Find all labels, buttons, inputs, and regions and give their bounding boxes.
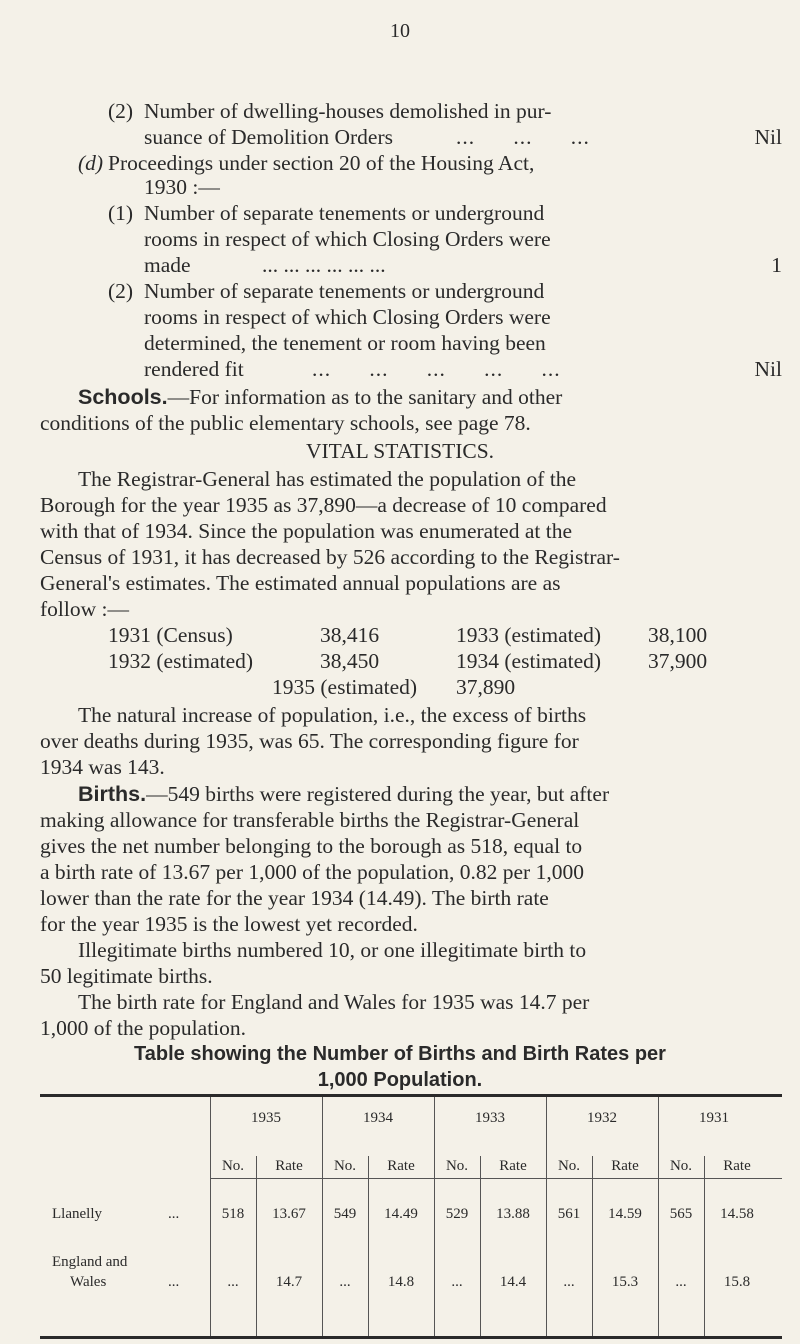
table-column-rule (704, 1156, 705, 1336)
item-text: 1930 :— (144, 175, 220, 199)
item-label: (1) (108, 201, 134, 225)
table-cell-no: ... (227, 1274, 239, 1290)
paragraph-line: over deaths during 1935, was 65. The corresponding figure for (40, 729, 579, 753)
table-cell-rate: 14.8 (387, 1274, 415, 1290)
table-cell-rate: 14.58 (720, 1206, 754, 1222)
leader-dots: ... (168, 1206, 180, 1222)
item-label: (2) (108, 99, 134, 123)
item-text: Number of separate tenements or underground (144, 279, 545, 303)
paragraph-line: follow :— (40, 597, 129, 621)
table-column-rule (480, 1156, 481, 1336)
table-year-header: 1931 (699, 1110, 729, 1126)
table-cell-rate: 14.49 (384, 1206, 418, 1222)
paragraph-line: The Registrar-General has estimated the population of the (78, 467, 577, 491)
item-text: rooms in respect of which Closing Orders were (144, 305, 551, 329)
table-cell-no: ... (563, 1274, 575, 1290)
table-cell-no: 561 (557, 1206, 581, 1222)
table-cell-rate: 14.59 (608, 1206, 642, 1222)
section-heading: VITAL STATISTICS. (305, 439, 495, 463)
table-cell-no: ... (451, 1274, 463, 1290)
leader-dots: ... ... ... ... ... (312, 357, 561, 381)
pop-value: 38,416 (320, 623, 380, 647)
pop-year: 1935 (estimated) (272, 675, 418, 699)
table-subheader-no: No. (445, 1158, 469, 1174)
table-column-rule (368, 1156, 369, 1336)
table-subheader-no: No. (333, 1158, 357, 1174)
schools-text: —For information as to the sanitary and other (167, 385, 563, 409)
table-year-header: 1933 (475, 1110, 505, 1126)
table-cell-no: 518 (221, 1206, 245, 1222)
table-subheader-rate: Rate (723, 1158, 751, 1174)
table-subheader-rule (210, 1178, 782, 1179)
table-row-label: Wales (70, 1274, 107, 1290)
schools-text: conditions of the public elementary schools, see page 78. (40, 411, 531, 435)
pop-year: 1932 (estimated) (108, 649, 254, 673)
table-row-label: England and (52, 1254, 128, 1270)
paragraph-line: General's estimates. The estimated annual populations are as (40, 571, 561, 595)
item-value: Nil (754, 357, 782, 381)
table-subheader-no: No. (669, 1158, 693, 1174)
pop-value: 38,450 (320, 649, 380, 673)
paragraph-line: gives the net number belonging to the borough as 518, equal to (40, 834, 583, 858)
table-subheader-rate: Rate (275, 1158, 303, 1174)
schools-paragraph (78, 384, 562, 410)
table-cell-rate: 13.67 (272, 1206, 306, 1222)
pop-value: 38,100 (648, 623, 708, 647)
paragraph-line: The birth rate for England and Wales for 1935 was 14.7 per (78, 990, 590, 1014)
pop-year: 1933 (estimated) (456, 623, 602, 647)
item-text: determined, the tenement or room having been (144, 331, 546, 355)
table-year-header: 1935 (251, 1110, 281, 1126)
table-year-header: 1934 (363, 1110, 393, 1126)
paragraph-line: lower than the rate for the year 1934 (14.49). The birth rate (40, 886, 549, 910)
paragraph-line: 1,000 of the population. (40, 1016, 247, 1040)
table-column-rule (592, 1156, 593, 1336)
item-text: made (144, 253, 191, 277)
item-text: suance of Demolition Orders (144, 125, 393, 149)
pop-year: 1931 (Census) (108, 623, 233, 647)
table-cell-no: ... (339, 1274, 351, 1290)
births-text: —549 births were registered during the year, but after (146, 782, 610, 806)
table-subheader-no: No. (221, 1158, 245, 1174)
pop-year: 1934 (estimated) (456, 649, 602, 673)
table-rule (40, 1094, 782, 1097)
paragraph-line: 1934 was 143. (40, 755, 165, 779)
pop-value: 37,890 (456, 675, 516, 699)
table-cell-rate: 13.88 (496, 1206, 530, 1222)
paragraph-line: Borough for the year 1935 as 37,890—a decrease of 10 compared (40, 493, 607, 517)
table-rule (40, 1336, 782, 1339)
table-title: Table showing the Number of Births and Birth Rates per (134, 1043, 666, 1065)
table-title: 1,000 Population. (317, 1069, 483, 1091)
paragraph-line: Census of 1931, it has decreased by 526 according to the Registrar- (40, 545, 620, 569)
table-cell-no: 529 (445, 1206, 469, 1222)
births-heading: Births. (78, 782, 147, 806)
table-cell-no: ... (675, 1274, 687, 1290)
item-label: (d) (78, 151, 104, 175)
pop-value: 37,900 (648, 649, 708, 673)
table-cell-rate: 15.3 (611, 1274, 639, 1290)
paragraph-line: 50 legitimate births. (40, 964, 213, 988)
item-value: 1 (771, 253, 782, 277)
table-cell-rate: 15.8 (723, 1274, 751, 1290)
table-subheader-rate: Rate (611, 1158, 639, 1174)
table-subheader-rate: Rate (387, 1158, 415, 1174)
leader-dots: ... ... ... ... ... ... (262, 253, 386, 277)
paragraph-line: Illegitimate births numbered 10, or one illegitimate birth to (78, 938, 587, 962)
paragraph-line: The natural increase of population, i.e., the excess of births (78, 703, 587, 727)
births-paragraph (78, 781, 609, 807)
leader-dots: ... (168, 1274, 180, 1290)
paragraph-line: for the year 1935 is the lowest yet recorded. (40, 912, 418, 936)
schools-heading: Schools. (78, 385, 168, 409)
item-text: Number of separate tenements or underground (144, 201, 545, 225)
table-column-rule (256, 1156, 257, 1336)
table-year-header: 1932 (587, 1110, 617, 1126)
table-cell-rate: 14.4 (499, 1274, 527, 1290)
paragraph-line: making allowance for transferable births the Registrar-General (40, 808, 580, 832)
item-value: Nil (754, 125, 782, 149)
item-text: rooms in respect of which Closing Orders were (144, 227, 551, 251)
table-subheader-rate: Rate (499, 1158, 527, 1174)
paragraph-line: with that of 1934. Since the population was enumerated at the (40, 519, 572, 543)
table-cell-rate: 14.7 (275, 1274, 303, 1290)
item-text: rendered fit (144, 357, 244, 381)
paragraph-line: a birth rate of 13.67 per 1,000 of the population, 0.82 per 1,000 (40, 860, 584, 884)
page-number: 10 (390, 20, 410, 42)
table-cell-no: 549 (333, 1206, 357, 1222)
item-text: Number of dwelling-houses demolished in pur- (144, 99, 552, 123)
table-row-label: Llanelly (52, 1206, 102, 1222)
leader-dots: ... ... ... (456, 125, 590, 149)
item-text: Proceedings under section 20 of the Housing Act, (108, 151, 535, 175)
table-subheader-no: No. (557, 1158, 581, 1174)
table-cell-no: 565 (669, 1206, 693, 1222)
item-label: (2) (108, 279, 134, 303)
